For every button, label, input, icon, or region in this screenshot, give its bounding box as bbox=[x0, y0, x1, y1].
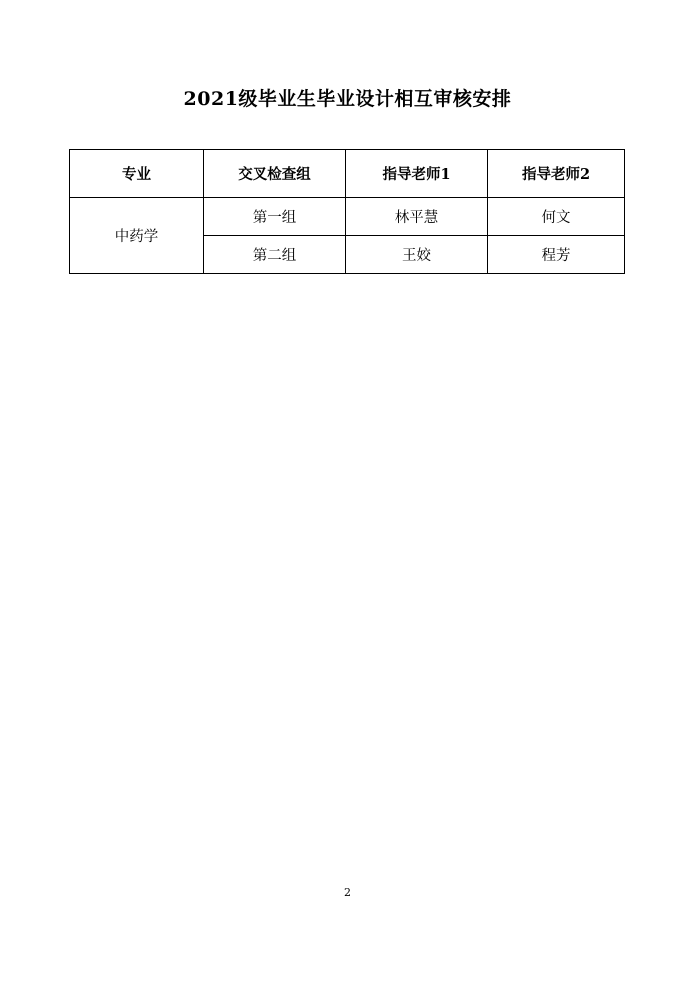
advisor2-cell: 程芳 bbox=[488, 236, 625, 274]
advisor2-cell: 何文 bbox=[488, 198, 625, 236]
page-number: 2 bbox=[344, 886, 351, 899]
header-advisor-1: 指导老师1 bbox=[346, 150, 488, 198]
group-cell: 第二组 bbox=[204, 236, 346, 274]
advisor1-cell: 王姣 bbox=[346, 236, 488, 274]
header-advisor-2: 指导老师2 bbox=[488, 150, 625, 198]
table-header-row bbox=[70, 150, 625, 198]
review-schedule-table bbox=[69, 149, 625, 274]
major-cell: 中药学 bbox=[70, 198, 204, 274]
header-major: 专业 bbox=[70, 150, 204, 198]
advisor1-cell: 林平慧 bbox=[346, 198, 488, 236]
document-title: 2021级毕业生毕业设计相互审核安排 bbox=[183, 88, 512, 110]
header-cross-check-group: 交叉检查组 bbox=[204, 150, 346, 198]
table-row bbox=[70, 198, 625, 236]
group-cell: 第一组 bbox=[204, 198, 346, 236]
